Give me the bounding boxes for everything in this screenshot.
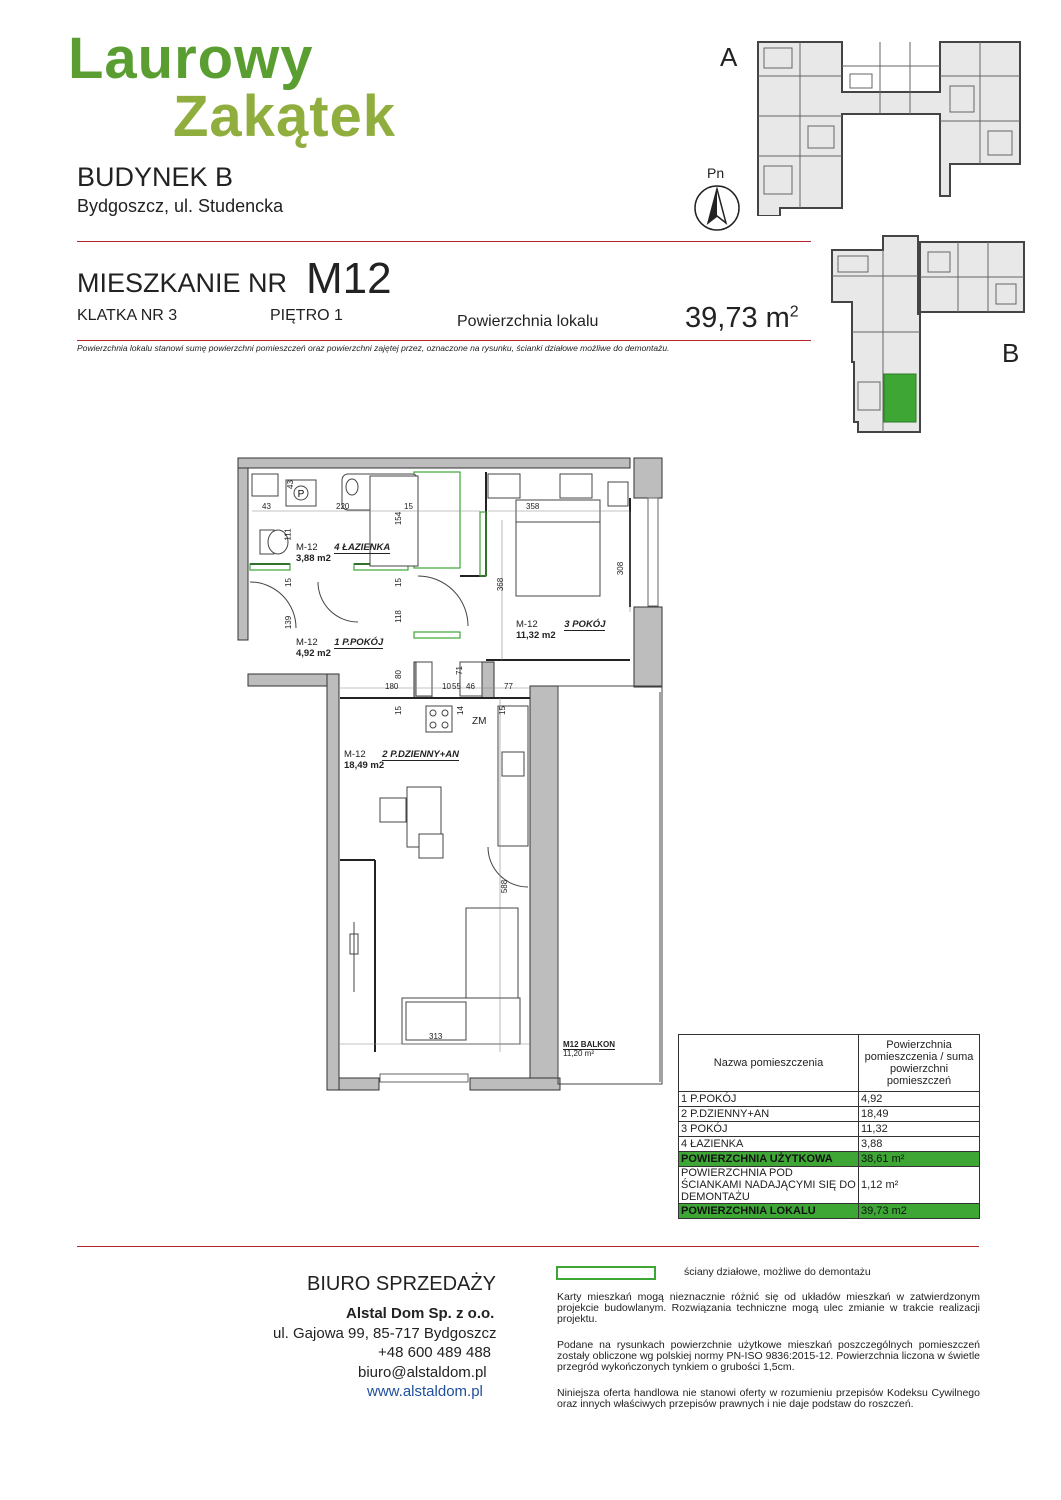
apartment-label: MIESZKANIE NR: [77, 268, 288, 298]
balcony-name: M12 BALKON: [563, 1040, 616, 1049]
walls-area-row: [679, 1167, 980, 1204]
balcony-area: 11,20 m²: [563, 1049, 594, 1058]
room-label-bathroom: [296, 542, 390, 564]
keyplan-label-a: A: [720, 42, 738, 72]
dim-3: 15: [404, 502, 413, 511]
north-arrow-icon: [692, 183, 742, 233]
apartment-number: M12: [306, 254, 392, 303]
brand-line1: Laurowy: [68, 26, 314, 91]
dim-8: 15: [393, 578, 403, 587]
dim-23: 588: [500, 879, 510, 894]
area-label: Powierzchnia lokalu: [457, 313, 599, 330]
dim-21: 14: [455, 706, 465, 715]
row-value: 3,88: [859, 1137, 980, 1152]
usable-area-row: [679, 1152, 980, 1167]
sales-company: Alstal Dom Sp. z o.o.: [346, 1305, 495, 1322]
dim-14: 80: [393, 670, 403, 679]
dim-16: 55: [452, 682, 461, 691]
boiler-label: P: [297, 489, 305, 500]
area-value: [685, 302, 799, 335]
area-sup: 2: [789, 303, 799, 321]
usable-area-label: POWIERZCHNIA UŻYTKOWA: [679, 1152, 859, 1167]
row-name: 4 ŁAZIENKA: [679, 1137, 859, 1152]
room-id: M-12: [516, 619, 538, 630]
dim-0: 43: [285, 480, 295, 489]
room-area: 18,49 m2: [344, 760, 385, 771]
dim-15: 10: [442, 682, 451, 691]
area-note: Powierzchnia lokalu stanowi sumę powierzchni pomieszczeń oraz powierzchni zajętej przez, oznaczone na rysunku, ścianki działowe możliwe do demontażu.: [77, 343, 670, 353]
dim-11: 368: [496, 577, 506, 592]
room-label-living: [344, 749, 459, 771]
total-area-row: [679, 1204, 980, 1219]
dim-20: 15: [393, 706, 403, 715]
disclaimer-3: Niniejsza oferta handlowa nie stanowi oferty w rozumieniu przepisów Kodeksu Cywilnego oraz innych właściwych przepisów prawnych i nie daje podstaw do roszczeń.: [557, 1387, 980, 1410]
sales-email[interactable]: biuro@alstaldom.pl: [358, 1364, 487, 1381]
room-label-bedroom: [516, 619, 605, 641]
walls-area-value: 1,12 m²: [859, 1167, 980, 1204]
table-row: [679, 1107, 980, 1122]
footer-divider: [77, 1246, 979, 1247]
legend-swatch: [556, 1266, 656, 1280]
dim-4: 154: [394, 511, 404, 526]
legend-text: ściany działowe, możliwe do demontażu: [684, 1266, 871, 1278]
sales-website-link[interactable]: www.alstaldom.pl: [367, 1383, 483, 1400]
dim-19: 77: [504, 682, 513, 691]
staircase: KLATKA NR 3: [77, 307, 178, 324]
dim-10: 358: [526, 502, 540, 511]
row-value: 4,92: [859, 1092, 980, 1107]
room-name: 4 ŁAZIENKA: [334, 542, 391, 553]
area-number: 39,73 m: [685, 302, 790, 334]
keyplan-label-b: B: [1002, 338, 1020, 368]
brand-line2: Zakątek: [173, 84, 397, 149]
row-name: 2 P.DZIENNY+AN: [679, 1107, 859, 1122]
room-id: M-12: [296, 542, 318, 553]
walls-area-label: POWIERZCHNIA POD ŚCIANKAMI NADAJĄCYMI SIĘ DO DEMONTAŻU: [679, 1167, 859, 1204]
dim-22: 15: [497, 706, 507, 715]
dim-2: 220: [336, 502, 350, 511]
building-name: BUDYNEK B: [77, 162, 234, 192]
room-id: M-12: [344, 749, 366, 760]
dim-7: 139: [284, 615, 294, 630]
row-name: 3 POKÓJ: [679, 1122, 859, 1137]
disclaimer-2: Podane na rysunkach powierzchnie użytkowe mieszkań poszczególnych pomieszczeń zostały obliczone wg polskiej normy PN-ISO 9836:2015-12. Powierzchnia liczona w świetle przegród wykończonych tynkiem o grubości 1,5cm.: [557, 1339, 980, 1373]
ventilation-label: ZM: [472, 716, 487, 727]
sales-address: ul. Gajowa 99, 85-717 Bydgoszcz: [273, 1325, 497, 1342]
room-area-table: [678, 1034, 980, 1219]
usable-area-value: 38,61 m²: [859, 1152, 980, 1167]
total-area-value: 39,73 m2: [859, 1204, 980, 1219]
row-name: 1 P.POKÓJ: [679, 1092, 859, 1107]
table-header-value: Powierzchnia pomieszczenia / suma powierzchni pomieszczeń: [859, 1035, 980, 1092]
dim-24: 313: [429, 1032, 443, 1041]
keyplan-highlight: [884, 374, 916, 422]
room-name: 1 P.POKÓJ: [334, 637, 384, 648]
balcony-label: [563, 1040, 615, 1058]
north-label: Pn: [707, 165, 725, 181]
room-label-hall: [296, 637, 383, 659]
dim-12: 308: [616, 561, 626, 576]
room-area: 3,88 m2: [296, 553, 331, 564]
table-row: [679, 1092, 980, 1107]
row-value: 18,49: [859, 1107, 980, 1122]
room-name: 3 POKÓJ: [564, 619, 606, 630]
table-header-name: Nazwa pomieszczenia: [679, 1035, 859, 1092]
dim-9: 118: [393, 610, 403, 623]
room-area: 4,92 m2: [296, 648, 331, 659]
sales-phone[interactable]: +48 600 489 488: [378, 1344, 492, 1361]
row-value: 11,32: [859, 1122, 980, 1137]
dim-17: 71: [454, 666, 464, 675]
room-area: 11,32 m2: [516, 630, 556, 641]
dim-6: 15: [283, 578, 293, 587]
info-divider: [77, 340, 811, 341]
keyplan-building-a: [750, 36, 1025, 216]
room-name: 2 P.DZIENNY+AN: [382, 749, 459, 760]
header-divider: [77, 241, 811, 242]
dim-5: 111: [283, 528, 293, 541]
table-row: [679, 1122, 980, 1137]
floor: PIĘTRO 1: [270, 307, 343, 324]
dim-1: 43: [262, 502, 271, 511]
keyplan-building-b: [828, 232, 1028, 434]
total-area-label: POWIERZCHNIA LOKALU: [679, 1204, 859, 1219]
disclaimer-1: Karty mieszkań mogą nieznacznie różnić się od układów mieszkań w zatwierdzonym projekcie budowlanym. Rozwiązania techniczne mogą ulec zmianie w trakcie realizacji projektu.: [557, 1291, 980, 1325]
dim-18: 46: [466, 682, 475, 691]
sales-title: BIURO SPRZEDAŻY: [307, 1273, 496, 1295]
dim-13: 180: [385, 682, 399, 691]
table-row: [679, 1137, 980, 1152]
building-address: Bydgoszcz, ul. Studencka: [77, 196, 284, 216]
room-id: M-12: [296, 637, 318, 648]
